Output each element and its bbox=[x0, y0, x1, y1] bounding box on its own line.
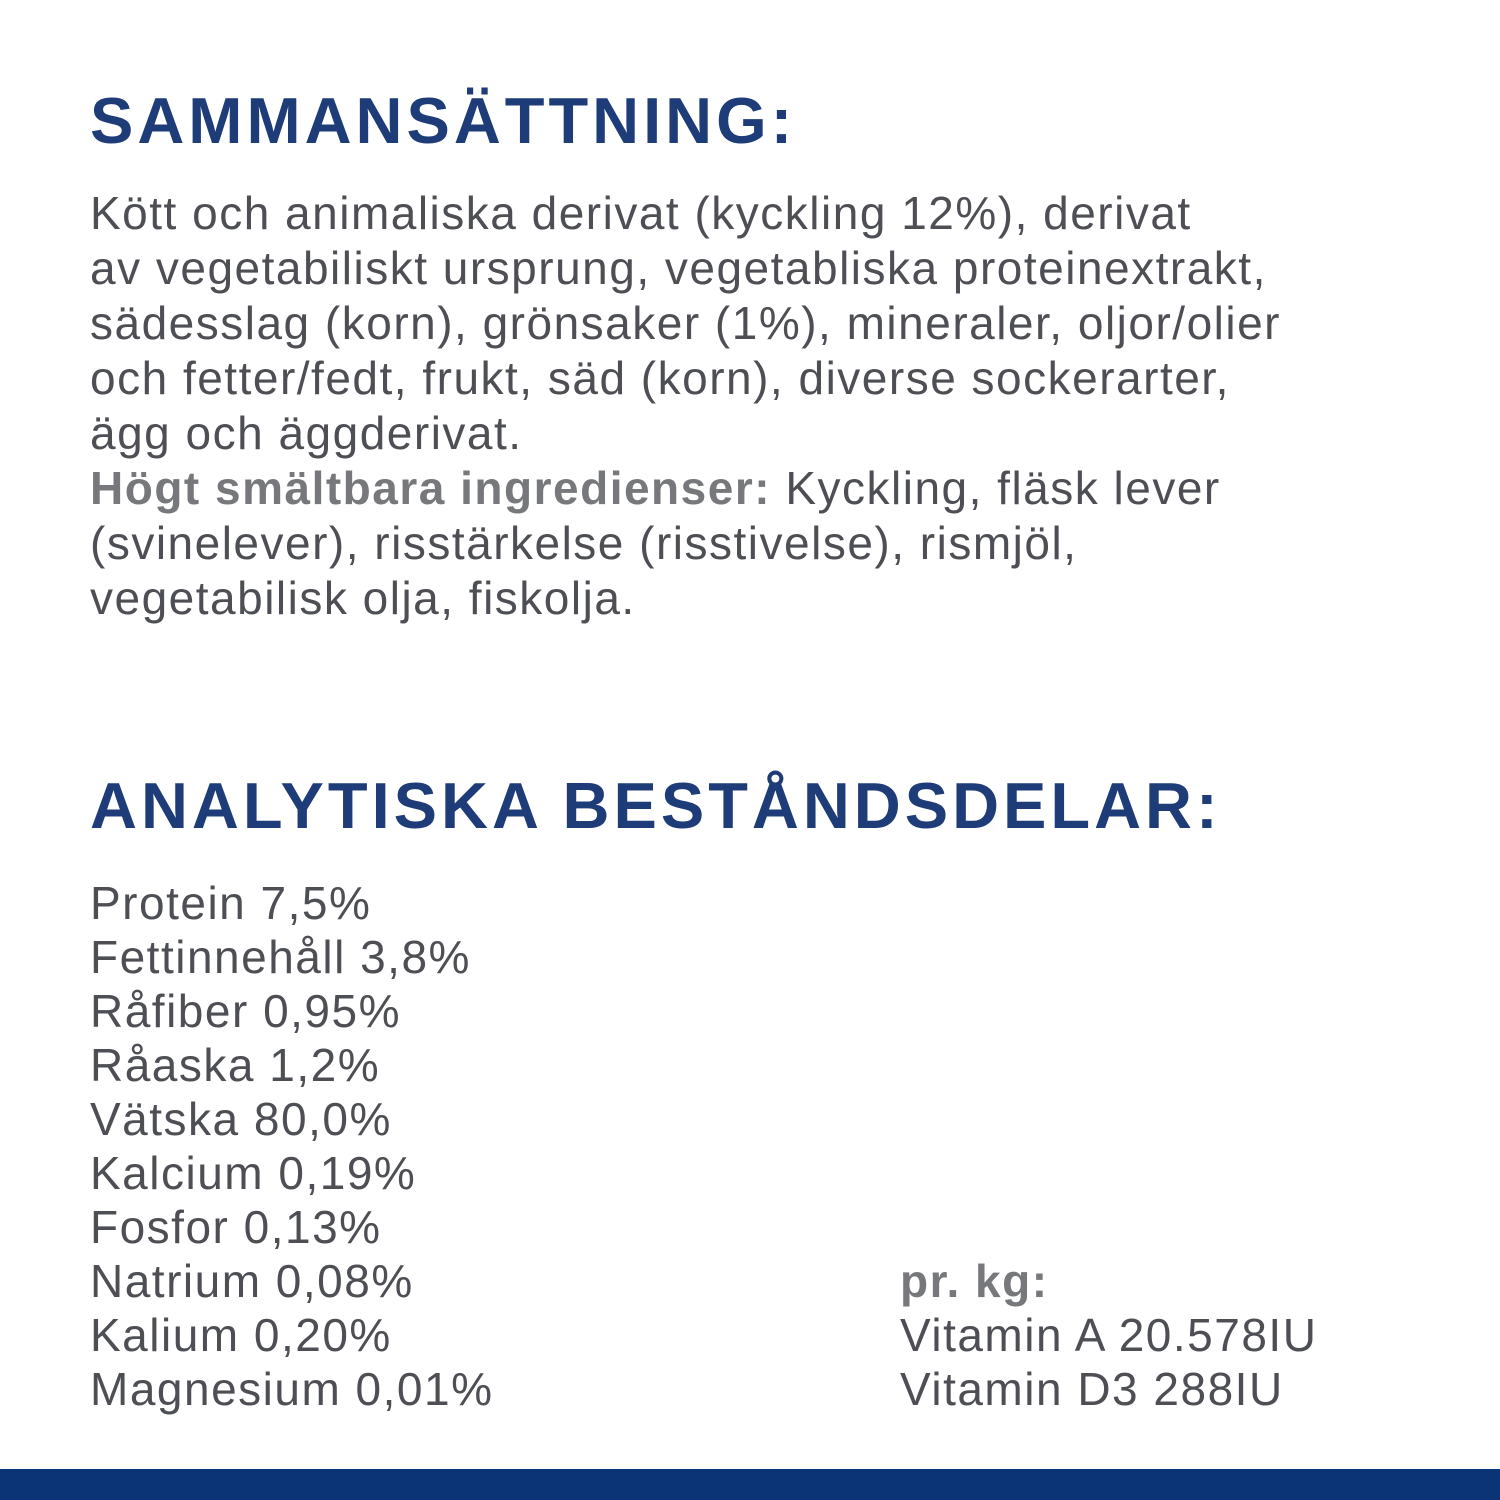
nutrient-row: Fettinnehåll 3,8% bbox=[90, 931, 471, 983]
footer-bar bbox=[0, 1469, 1500, 1500]
composition-line: och fetter/fedt, frukt, säd (korn), diverse sockerarter, bbox=[90, 352, 1230, 404]
nutrient-row: Kalcium 0,19% bbox=[90, 1147, 417, 1199]
composition-line: sädesslag (korn), grönsaker (1%), mineraler, oljor/olier bbox=[90, 297, 1281, 349]
nutrient-row: Kalium 0,20% bbox=[90, 1309, 392, 1361]
nutrient-row: Magnesium 0,01% bbox=[90, 1363, 494, 1415]
nutrient-row: Natrium 0,08% bbox=[90, 1255, 414, 1307]
nutrient-row: Råaska 1,2% bbox=[90, 1039, 381, 1091]
composition-text bbox=[90, 186, 1281, 626]
highly-digestible-line bbox=[90, 461, 1281, 516]
nutrient-row: Protein 7,5% bbox=[90, 877, 372, 929]
analytical-heading: ANALYTISKA BESTÅNDSDELAR: bbox=[90, 769, 1222, 842]
per-kg-block bbox=[900, 1254, 1317, 1416]
vitamin-row: Vitamin D3 288IU bbox=[900, 1363, 1284, 1415]
nutrient-list bbox=[90, 876, 493, 1416]
composition-line: av vegetabiliskt ursprung, vegetabliska proteinextrakt, bbox=[90, 242, 1267, 294]
composition-line: ägg och äggderivat. bbox=[90, 407, 523, 459]
highly-digestible-line: (svinelever), risstärkelse (risstivelse), rismjöl, bbox=[90, 517, 1078, 569]
composition-heading: SAMMANSÄTTNING: bbox=[90, 84, 797, 157]
vitamin-row: Vitamin A 20.578IU bbox=[900, 1309, 1318, 1361]
nutrient-row: Råfiber 0,95% bbox=[90, 985, 401, 1037]
per-kg-label: pr. kg: bbox=[900, 1255, 1049, 1307]
nutrient-row: Fosfor 0,13% bbox=[90, 1201, 382, 1253]
highly-digestible-rest: Kyckling, fläsk lever bbox=[771, 462, 1221, 514]
nutrient-row: Vätska 80,0% bbox=[90, 1093, 392, 1145]
composition-line: Kött och animaliska derivat (kyckling 12%), derivat bbox=[90, 187, 1192, 239]
highly-digestible-line: vegetabilisk olja, fiskolja. bbox=[90, 572, 636, 624]
highly-digestible-label: Högt smältbara ingredienser: bbox=[90, 462, 772, 514]
